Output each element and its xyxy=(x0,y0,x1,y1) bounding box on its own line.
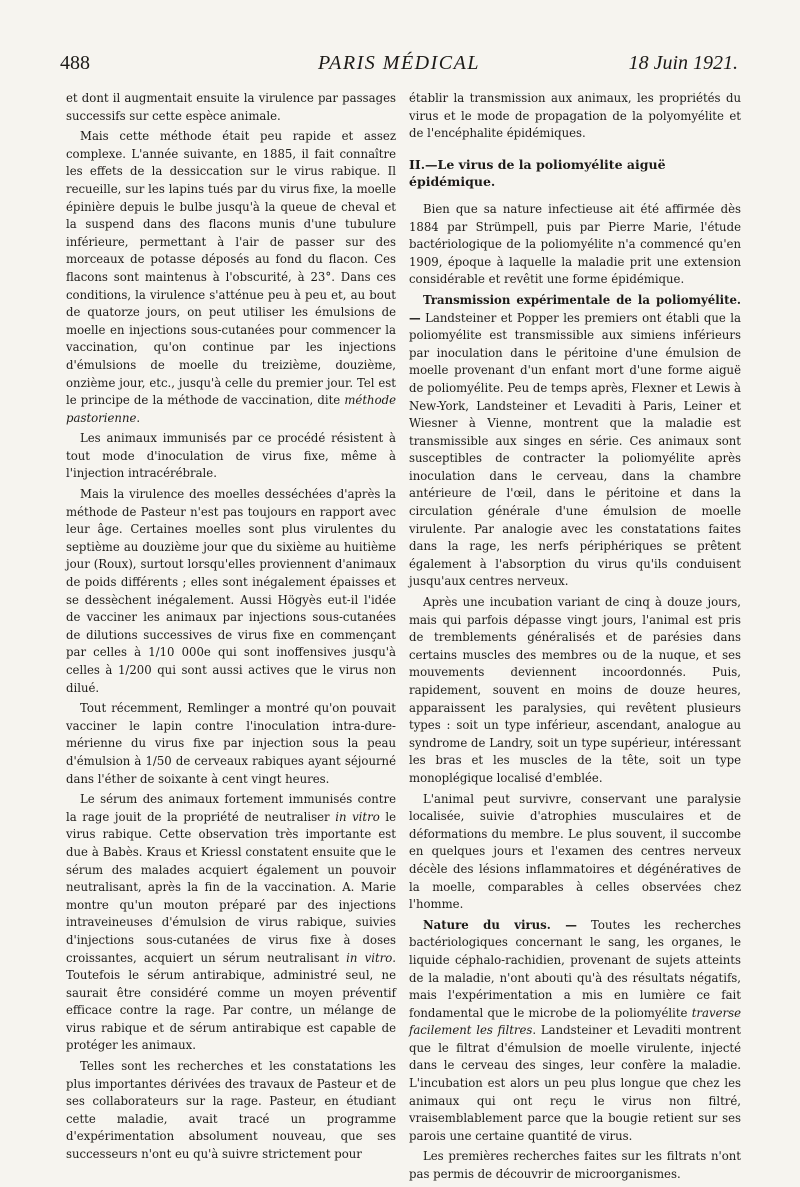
paragraph: Tout récemment, Remlinger a montré qu'on pouvait vacciner le lapin contre l'inoculation intra-dure-mérienne du virus fixe par injection sous la peau d'émulsion à 1/50 de cerveaux rabiques ayant séjourné dans l'éther de soixante à cent vingt heures. xyxy=(66,701,396,786)
paragraph: Nature du virus. — Toutes les recherches bactériologiques concernant le sang, les organes, le liquide céphalo-rachidien, provenant de sujets atteints de la maladie, n'ont abouti qu'à des résultats négatifs, mais l'expérimentation a mis en lumière ce fait fondamental que le microbe de la poliomyélite traverse facilement les filtres. Landsteiner et Levaditi montrent que le filtrat d'émulsion de moelle virulente, injecté dans le cerveau des singes, leur confère la maladie. L'incubation est alors un peu plus longue que chez les animaux qui ont reçu le virus non filtré, vraisemblablement parce que la bougie retient sur ses parois une certaine quantité de virus. xyxy=(409,917,742,1143)
section-heading: II.—Le virus de la poliomyélite aiguë épidémique. xyxy=(409,156,666,190)
paragraph: et dont il augmentait ensuite la virulence par passages successifs sur cette espèce animale. xyxy=(66,91,396,123)
paragraph: Mais la virulence des moelles desséchées d'après la méthode de Pasteur n'est pas toujours en rapport avec leur âge. Certaines moelles sont plus virulentes du septième au douzième jour que du sixième au huitième jour (Roux), surtout lorsqu'elles proviennent d'animaux de poids différents ; elles sont inégalement épaisses et se dessèchent inégalement. Aussi Högyès eut-il l'idée de vacciner les animaux par injections sous-cutanées de dilutions successives de virus fixe en commençant par celles à 1/10 000e qui sont inoffensives jusqu'à celles à 1/200 qui sont aussi actives que le virus non dilué. xyxy=(66,487,396,695)
paragraph: Après une incubation variant de cinq à douze jours, mais qui parfois dépasse vingt jours, l'animal est pris de tremblements généralisés et de parésies dans certains muscles des membres ou de la nuque, et ses mouvements deviennent incoordonnés. Puis, rapidement, souvent en moins de douze heures, apparaissent les paralysies, qui revêtent plusieurs types : soit un type inférieur, ascendant, analogue au syndrome de Landry, soit un type supérieur, intéressant les bras et les muscles de la tête, soit un type monoplégique localisé d'emblée. xyxy=(409,595,741,785)
page-number: 488 xyxy=(60,52,90,74)
run-in-heading: Transmission expérimentale de la poliomyélite. — xyxy=(409,292,741,325)
paragraph: Le sérum des animaux fortement immunisés contre la rage jouit de la propriété de neutraliser in vitro le virus rabique. Cette observation très importante est due à Babès. Kraus et Kriessl constatent ensuite que le sérum des malades acquiert également un pouvoir neutralisant, après la fin de la vaccination. A. Marie montre qu'un mouton préparé par des injections intraveineuses d'émulsion de virus rabique, suivies d'injections sous-cutanées de virus fixe à doses croissantes, acquiert un sérum neutralisant in vitro. Toutefois le sérum antirabique, administré seul, ne saurait être considéré comme un moyen préventif efficace contre la rage. Par contre, un mélange de virus rabique et de sérum antirabique est capable de protéger les animaux. xyxy=(66,792,397,1053)
journal-title: PARIS MÉDICAL xyxy=(318,52,480,74)
right-column xyxy=(409,90,741,1187)
paragraph: établir la transmission aux animaux, les propriétés du virus et le mode de propagation de la polyomyélite et de l'encéphalite épidémiques. xyxy=(409,91,741,141)
paragraph: Mais cette méthode était peu rapide et assez complexe. L'année suivante, en 1885, il fait connaître les effets de la dessiccation sur le virus rabique. Il recueille, sur les lapins tués par du virus fixe, la moelle épinière depuis le bulbe jusqu'à la queue de cheval et la suspend dans des flacons munis d'une tubulure inférieure, permettant à l'air de passer sur des morceaux de potasse déposés au fond du flacon. Ces flacons sont maintenus à l'obscurité, à 23°. Dans ces conditions, la virulence s'atténue peu à peu et, au bout de quatorze jours, on peut utiliser les émulsions de moelle en injections sous-cutanées pour commencer la vaccination, qu'on continue par les injections d'émulsions de moelle du treizième, douzième, onzième jour, etc., jusqu'à celle du premier jour. Tel est le principe de la méthode de vaccination, dite méthode pastorienne. xyxy=(66,129,397,425)
paragraph: Telles sont les recherches et les constatations les plus importantes dérivées des travaux de Pasteur et de ses collaborateurs sur la rage. Pasteur, en étudiant cette maladie, avait tracé un programme d'expérimentation absolument nouveau, que ses successeurs n'ont eu qu'à suivre strictement pour xyxy=(66,1059,396,1162)
run-in-heading: Nature du virus. — xyxy=(423,917,577,932)
paragraph: Transmission expérimentale de la poliomyélite. — Landsteiner et Popper les premiers ont établi que la poliomyélite est transmissible aux simiens inférieurs par inoculation dans le péritoine d'une émulsion de moelle provenant d'un enfant mort d'une forme aiguë de poliomyélite. Peu de temps après, Flexner et Lewis à New-York, Landsteiner et Levaditi à Paris, Leiner et Wiesner à Vienne, montrent que la maladie est transmissible aux singes en série. Ces animaux sont susceptibles de contracter la poliomyélite après inoculation dans le cerveau, dans la chambre antérieure de l'œil, dans le péritoine et dans la circulation générale d'une émulsion de moelle virulente. Par analogie avec les constatations faites dans la rage, les nerfs périphériques se prêtent également à l'absorption du virus qu'ils conduisent jusqu'aux centres nerveux. xyxy=(409,292,741,589)
issue-date: 18 Juin 1921. xyxy=(628,52,738,74)
paragraph: Les premières recherches faites sur les filtrats n'ont pas permis de découvrir de microorganismes. xyxy=(409,1149,741,1182)
running-header xyxy=(60,52,738,86)
left-column xyxy=(66,90,396,1167)
paragraph: Les animaux immunisés par ce procédé résistent à tout mode d'inoculation de virus fixe, même à l'injection intracérébrale. xyxy=(66,431,396,481)
paragraph: L'animal peut survivre, conservant une paralysie localisée, suivie d'atrophies musculaires et de déformations du membre. Le plus souvent, il succombe en quelques jours et l'examen des centres nerveux décèle des lésions inflammatoires et dégénératives de la moelle, comparables à celles observées chez l'homme. xyxy=(409,791,741,912)
paragraph: Bien que sa nature infectieuse ait été affirmée dès 1884 par Strümpell, puis par Pierre Marie, l'étude bactériologique de la poliomyélite n'a commencé qu'en 1909, époque à laquelle la maladie prit une extension considérable et revêtit une forme épidémique. xyxy=(409,201,741,287)
